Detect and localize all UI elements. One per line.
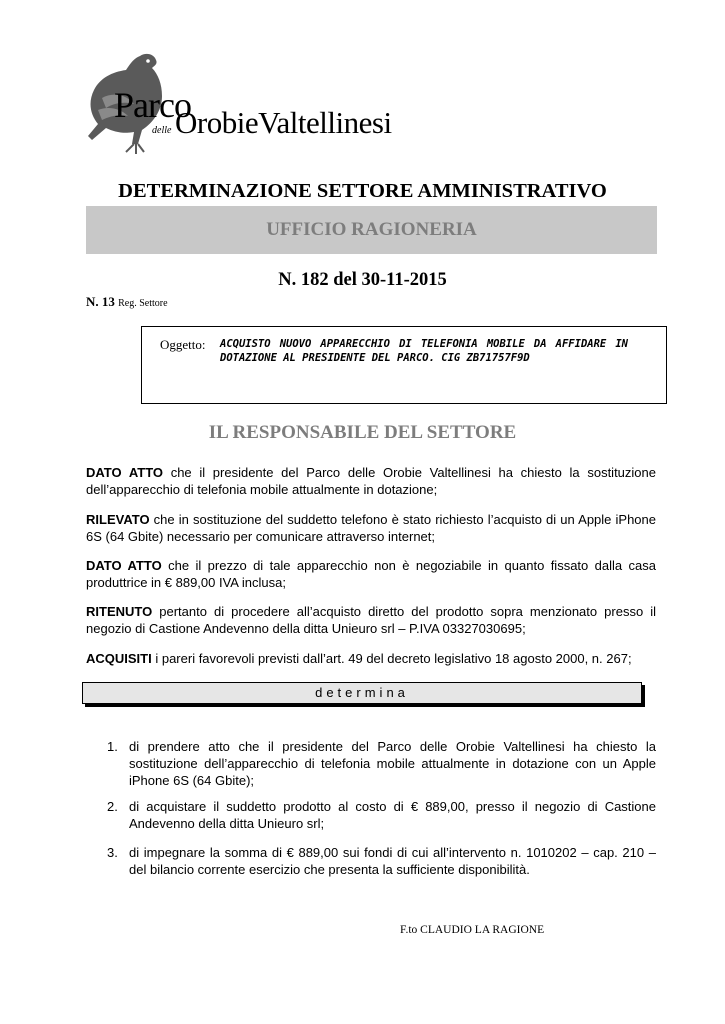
subject-text: ACQUISTO NUOVO APPARECCHIO DI TELEFONIA MOBILE DA AFFIDARE IN DOTAZIONE AL PRESIDENTE DEL PARCO. CIG ZB71757F9D (220, 338, 628, 364)
paragraph-lead: DATO ATTO (86, 465, 164, 480)
paragraph-text: che in sostituzione del suddetto telefono è stato richiesto l’acquisto di un Apple iPhone 6S (64 Gbite) necessario per comunicare attraverso internet; (86, 512, 656, 544)
signature: F.to CLAUDIO LA RAGIONE (400, 924, 545, 936)
register-number: N. 13 (86, 294, 115, 309)
determination-number: N. 182 del 30-11-2015 (278, 270, 447, 290)
subject-box (141, 326, 667, 404)
paragraph-text: che il presidente del Parco delle Orobie Valtellinesi ha chiesto la sostituzione dell’apparecchio di telefonia mobile attualmente in dotazione; (86, 465, 656, 497)
office-band (86, 206, 657, 254)
register-label: Reg. Settore (118, 298, 168, 309)
list-item-number: 1. (107, 739, 118, 754)
paragraph-lead: ACQUISITI (86, 651, 152, 666)
paragraph-dato-atto-1 (86, 464, 656, 498)
paragraph-lead: RITENUTO (86, 604, 153, 619)
register-line (86, 294, 168, 310)
list-item-number: 3. (107, 845, 118, 860)
paragraph-acquisiti (86, 650, 656, 667)
paragraph-ritenuto (86, 603, 656, 637)
section-title-responsabile: IL RESPONSABILE DEL SETTORE (208, 422, 517, 443)
paragraph-dato-atto-2 (86, 557, 656, 591)
determina-label: determina (315, 685, 409, 700)
document-title: DETERMINAZIONE SETTORE AMMINISTRATIVO (118, 180, 607, 202)
paragraph-rilevato (86, 511, 656, 545)
office-title: UFFICIO RAGIONERIA (266, 219, 477, 240)
paragraph-text: che il prezzo di tale apparecchio non è negoziabile in quanto fissato dalla casa produttrice in € 889,00 IVA inclusa; (86, 558, 656, 590)
paragraph-lead: RILEVATO (86, 512, 150, 527)
list-item-text: di prendere atto che il presidente del Parco delle Orobie Valtellinesi ha chiesto la sostituzione dell’apparecchio di telefonia mobile attualmente in dotazione con un Apple iPhone 6S (64 Gbite); (129, 739, 656, 788)
list-item-text: di acquistare il suddetto prodotto al costo di € 889,00, presso il negozio di Castione Andevenno della ditta Unieuro srl; (129, 799, 656, 831)
paragraph-text: pertanto di procedere all’acquisto diretto del prodotto sopra menzionato presso il negozio di Castione Andevenno della ditta Unieuro srl – P.IVA 03327030695; (86, 604, 656, 636)
logo-delle-text: delle (152, 125, 172, 136)
logo-orobie-text: OrobieValtellinesi (175, 105, 392, 140)
determina-box (82, 682, 642, 704)
list-item-text: di impegnare la somma di € 889,00 sui fondi di cui all’intervento n. 1010202 – cap. 210 – del bilancio corrente esercizio che presenta la sufficiente disponibilità. (129, 845, 656, 877)
logo-parco-text: Parco (114, 85, 191, 125)
list-item-number: 2. (107, 799, 118, 814)
paragraph-lead: DATO ATTO (86, 558, 162, 573)
paragraph-text: i pareri favorevoli previsti dall’art. 49 del decreto legislativo 18 agosto 2000, n. 267; (151, 651, 632, 666)
subject-label: Oggetto: (160, 337, 206, 352)
